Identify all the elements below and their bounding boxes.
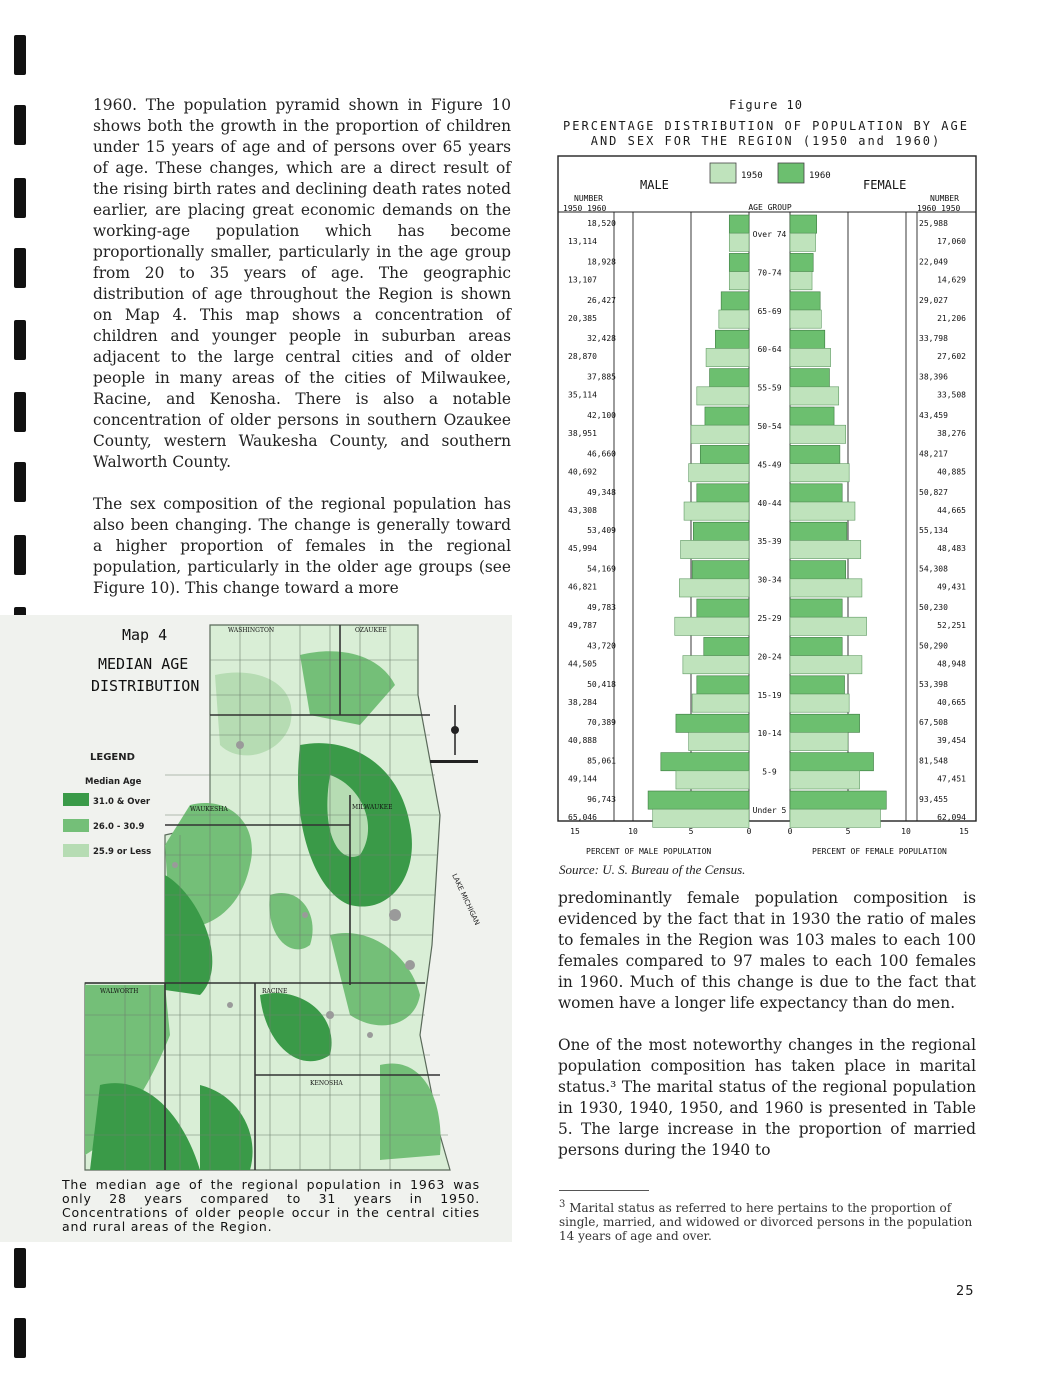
lake-label: LAKE MICHIGAN bbox=[450, 872, 482, 927]
male-number-1960: 46,660 bbox=[587, 449, 616, 459]
bar-male-1950 bbox=[692, 694, 749, 712]
bar-male-1950 bbox=[683, 656, 749, 674]
female-number-1960: 22,049 bbox=[919, 257, 948, 267]
female-number-1950: 33,508 bbox=[937, 390, 966, 400]
female-number-1960: 50,290 bbox=[919, 641, 948, 651]
male-number-1960: 96,743 bbox=[587, 795, 616, 804]
years-header-right: 1960 1950 bbox=[917, 204, 961, 213]
female-number-1950: 47,451 bbox=[937, 774, 966, 784]
bar-female-1960 bbox=[790, 253, 813, 271]
bar-female-1960 bbox=[790, 407, 834, 425]
bar-male-1960 bbox=[721, 292, 749, 310]
bar-female-1960 bbox=[790, 561, 846, 579]
binder-hole bbox=[14, 462, 26, 502]
female-number-1960: 43,459 bbox=[919, 411, 948, 420]
female-number-1950: 48,483 bbox=[937, 544, 966, 554]
bar-male-1960 bbox=[693, 522, 749, 540]
bar-male-1960 bbox=[729, 215, 749, 233]
county-label: MILWAUKEE bbox=[352, 804, 393, 811]
bar-female-1960 bbox=[790, 676, 845, 694]
bar-male-1960 bbox=[697, 599, 749, 617]
female-number-1960: 50,230 bbox=[919, 603, 948, 612]
age-group-label: 55-59 bbox=[757, 383, 782, 393]
legend-label: 31.0 & Over bbox=[93, 797, 151, 807]
right-text-column bbox=[558, 888, 976, 1161]
bar-male-1960 bbox=[729, 253, 749, 271]
male-number-1960: 37,885 bbox=[587, 372, 616, 382]
map-4-panel bbox=[0, 615, 512, 1242]
binder-hole bbox=[14, 178, 26, 218]
female-number-1960: 93,455 bbox=[919, 795, 948, 804]
bar-male-1950 bbox=[679, 579, 749, 597]
chart-frame bbox=[558, 156, 976, 821]
bar-female-1950 bbox=[790, 771, 860, 789]
body-paragraph: predominantly female population composition is evidenced by the fact that in 1930 the ratio of males to females in the Region was 103 males to each 100 females compared to 97 males to each 100 females in 1960. Much of this change is due to the fact that women have a longer life expectancy than do men. bbox=[558, 889, 976, 1012]
bar-male-1960 bbox=[710, 369, 749, 387]
map-title: Map 4 bbox=[122, 626, 168, 644]
number-header-right: NUMBER bbox=[930, 194, 959, 203]
male-number-1960: 42,100 bbox=[587, 411, 616, 420]
figure-label: Figure 10 bbox=[728, 98, 804, 112]
bar-male-1950 bbox=[684, 502, 749, 520]
x-tick-label: 10 bbox=[901, 827, 911, 836]
bar-female-1950 bbox=[790, 310, 821, 328]
bar-male-1950 bbox=[681, 540, 749, 558]
left-text-column bbox=[93, 95, 511, 599]
male-number-1950: 45,994 bbox=[568, 544, 597, 554]
county-label: OZAUKEE bbox=[355, 627, 387, 634]
female-number-1960: 38,396 bbox=[919, 372, 948, 382]
legend-label-1950: 1950 bbox=[741, 171, 763, 181]
bar-male-1960 bbox=[705, 407, 749, 425]
female-number-1950: 48,948 bbox=[937, 659, 966, 669]
male-number-1960: 49,348 bbox=[587, 487, 616, 497]
bar-female-1960 bbox=[790, 292, 820, 310]
age-group-header: AGE GROUP bbox=[748, 203, 792, 212]
bar-female-1960 bbox=[790, 522, 847, 540]
age-group-label: 60-64 bbox=[757, 345, 782, 355]
population-pyramid-chart bbox=[552, 150, 982, 862]
bar-male-1950 bbox=[676, 771, 749, 789]
bar-male-1950 bbox=[719, 310, 749, 328]
age-group-label: 50-54 bbox=[757, 422, 782, 431]
bar-male-1950 bbox=[689, 464, 749, 482]
binder-hole bbox=[14, 320, 26, 360]
age-group-label: 5-9 bbox=[762, 767, 777, 777]
figure-source: Source: U. S. Bureau of the Census. bbox=[559, 862, 746, 877]
male-number-1950: 40,692 bbox=[568, 467, 597, 477]
number-header-left: NUMBER bbox=[574, 194, 603, 203]
female-number-1960: 55,134 bbox=[919, 526, 948, 536]
bar-female-1960 bbox=[790, 445, 840, 463]
male-number-1950: 49,144 bbox=[568, 774, 597, 784]
bar-male-1950 bbox=[689, 732, 749, 750]
male-number-1960: 18,520 bbox=[587, 219, 616, 228]
male-number-1960: 53,409 bbox=[587, 526, 616, 536]
years-header-left: 1950 1960 bbox=[563, 204, 607, 213]
age-group-label: 35-39 bbox=[757, 537, 782, 547]
body-paragraph: One of the most noteworthy changes in the regional population composition has taken place in marital status.³ The marital status of the regional population in 1930, 1940, 1950, and 1960 is presented in Table 5. The large increase in the proportion of married persons during the 1940 to bbox=[558, 1036, 976, 1159]
figure-title-line: PERCENTAGE DISTRIBUTION OF POPULATION BY AGE bbox=[563, 119, 969, 133]
binder-hole bbox=[14, 392, 26, 432]
legend-subtitle: Median Age bbox=[85, 777, 142, 787]
male-number-1950: 38,284 bbox=[568, 697, 597, 707]
male-number-1960: 50,418 bbox=[587, 679, 616, 689]
bar-female-1950 bbox=[790, 617, 867, 635]
female-number-1950: 14,629 bbox=[937, 275, 966, 285]
bar-female-1960 bbox=[790, 484, 842, 502]
x-tick-label: 5 bbox=[688, 827, 694, 836]
female-number-1950: 17,060 bbox=[937, 237, 966, 246]
bar-female-1950 bbox=[790, 540, 861, 558]
bar-female-1950 bbox=[790, 732, 848, 750]
male-number-1950: 28,870 bbox=[568, 352, 597, 362]
legend-label-1960: 1960 bbox=[809, 171, 831, 181]
body-paragraph: The sex composition of the regional population has also been changing. The change is generally toward a higher proportion of females in the regional population, particularly in the older age groups (see Figure 10). This change toward a more bbox=[93, 495, 511, 597]
bar-female-1960 bbox=[790, 714, 860, 732]
footnote-text: Marital status as referred to here pertains to the proportion of single, married, and widowed or divorced persons in the population 14 years of age and over. bbox=[559, 1201, 973, 1243]
age-group-label: 45-49 bbox=[757, 460, 782, 470]
binder-hole bbox=[14, 535, 26, 575]
binder-hole bbox=[14, 248, 26, 288]
age-group-label: 15-19 bbox=[757, 690, 782, 700]
bar-male-1950 bbox=[697, 387, 749, 405]
binder-hole bbox=[14, 1318, 26, 1358]
x-tick-label: 15 bbox=[959, 827, 969, 836]
male-number-1960: 43,720 bbox=[587, 641, 616, 651]
bar-female-1950 bbox=[790, 694, 849, 712]
female-number-1960: 67,508 bbox=[919, 718, 948, 728]
x-tick-label: 15 bbox=[570, 827, 580, 836]
bar-female-1950 bbox=[790, 348, 831, 366]
page-number: 25 bbox=[956, 1284, 975, 1299]
female-header: FEMALE bbox=[863, 178, 907, 192]
bar-female-1960 bbox=[790, 637, 842, 655]
figure-title-line: AND SEX FOR THE REGION (1950 and 1960) bbox=[590, 134, 942, 148]
bar-male-1960 bbox=[715, 330, 749, 348]
bar-male-1960 bbox=[661, 753, 749, 771]
median-age-map bbox=[0, 615, 512, 1242]
bar-female-1950 bbox=[790, 272, 812, 290]
bar-female-1950 bbox=[790, 464, 849, 482]
male-number-1960: 32,428 bbox=[587, 334, 616, 344]
male-number-1950: 35,114 bbox=[568, 390, 597, 400]
legend-swatch-low bbox=[63, 844, 89, 857]
age-group-label: 70-74 bbox=[757, 268, 782, 278]
age-group-label: 40-44 bbox=[757, 498, 782, 508]
figure-title bbox=[560, 119, 972, 149]
bar-female-1960 bbox=[790, 753, 874, 771]
female-number-1950: 44,665 bbox=[937, 505, 966, 515]
binder-hole bbox=[14, 1248, 26, 1288]
male-number-1960: 26,427 bbox=[587, 295, 616, 305]
female-number-1960: 50,827 bbox=[919, 487, 948, 497]
x-tick-label: 10 bbox=[628, 827, 638, 836]
female-number-1960: 29,027 bbox=[919, 295, 948, 305]
footnote-rule bbox=[559, 1190, 649, 1191]
male-number-1960: 49,783 bbox=[587, 603, 616, 612]
age-group-label: 30-34 bbox=[757, 575, 782, 585]
x-axis-label-male: PERCENT OF MALE POPULATION bbox=[586, 847, 712, 856]
county-label: RACINE bbox=[262, 988, 288, 995]
bar-male-1960 bbox=[676, 714, 749, 732]
male-number-1950: 49,787 bbox=[568, 621, 597, 630]
male-number-1950: 65,046 bbox=[568, 813, 597, 822]
bar-female-1960 bbox=[790, 369, 829, 387]
bar-male-1960 bbox=[692, 561, 749, 579]
age-group-label: Over 74 bbox=[752, 230, 787, 239]
bar-male-1960 bbox=[697, 676, 749, 694]
x-tick-label: 0 bbox=[787, 827, 793, 836]
bar-female-1950 bbox=[790, 502, 855, 520]
male-number-1950: 38,951 bbox=[568, 429, 597, 438]
female-number-1950: 27,602 bbox=[937, 352, 966, 362]
female-number-1960: 25,988 bbox=[919, 219, 948, 228]
legend-title: LEGEND bbox=[90, 752, 135, 763]
age-group-label: 20-24 bbox=[757, 652, 782, 662]
map-caption: The median age of the regional population in 1963 was only 28 years compared to 31 years in 1950. Concentrations of older people occur in the central cities and rural areas of the Region. bbox=[62, 1177, 480, 1234]
bar-male-1960 bbox=[697, 484, 749, 502]
bar-male-1950 bbox=[691, 425, 749, 443]
county-label: WASHINGTON bbox=[228, 627, 275, 634]
x-tick-label: 5 bbox=[845, 827, 851, 836]
legend-swatch-1960 bbox=[778, 163, 804, 183]
female-number-1950: 40,665 bbox=[937, 697, 966, 707]
female-number-1960: 53,398 bbox=[919, 679, 948, 689]
bar-female-1960 bbox=[790, 791, 886, 809]
female-number-1950: 52,251 bbox=[937, 621, 966, 630]
body-paragraph: 1960. The population pyramid shown in Figure 10 shows both the growth in the proportion of children under 15 years of age and of persons over 65 years of age. These changes, which are a direct result of the rising birth rates and declining death rates noted earlier, are placing great economic demands on the working-age population which has become proportionally smaller, particularly in the age group from 20 to 35 years of age. The geographic distribution of age throughout the Region is shown on Map 4. This map shows a concentration of children and younger people in suburban areas adjacent to the large central cities and of older people in many areas of the cities of Milwaukee, Racine, and Kenosha. There is also a notable concentration of older persons in southern Ozaukee County, western Waukesha County, and southern Walworth County. bbox=[93, 96, 511, 471]
age-group-label: 25-29 bbox=[757, 614, 782, 623]
age-group-label: Under 5 bbox=[752, 806, 787, 815]
bar-female-1950 bbox=[790, 387, 839, 405]
legend-swatch-high bbox=[63, 793, 89, 806]
binder-hole bbox=[14, 35, 26, 75]
female-number-1950: 38,276 bbox=[937, 429, 966, 438]
male-number-1960: 18,928 bbox=[587, 257, 616, 267]
female-number-1950: 49,431 bbox=[937, 582, 966, 592]
bar-male-1950 bbox=[729, 272, 749, 290]
county-label: KENOSHA bbox=[310, 1080, 343, 1087]
female-number-1960: 54,308 bbox=[919, 564, 948, 574]
legend-label: 25.9 or Less bbox=[93, 847, 152, 857]
north-arrow-icon bbox=[430, 705, 478, 763]
bar-male-1950 bbox=[675, 617, 749, 635]
age-group-label: 10-14 bbox=[757, 729, 782, 739]
male-number-1960: 70,389 bbox=[587, 718, 616, 728]
bar-male-1950 bbox=[653, 809, 749, 827]
male-number-1950: 13,114 bbox=[568, 237, 597, 246]
male-header: MALE bbox=[640, 178, 669, 192]
map-subtitle: MEDIAN AGE bbox=[98, 655, 189, 673]
male-number-1950: 13,107 bbox=[568, 275, 597, 285]
age-group-label: 65-69 bbox=[757, 306, 782, 316]
bar-male-1960 bbox=[648, 791, 749, 809]
female-number-1950: 40,885 bbox=[937, 467, 966, 477]
female-number-1950: 39,454 bbox=[937, 736, 966, 746]
legend-swatch-1950 bbox=[710, 163, 736, 183]
x-axis-ticks bbox=[570, 827, 969, 836]
male-number-1950: 40,888 bbox=[568, 736, 597, 746]
footnote-marker: 3 bbox=[559, 1199, 566, 1210]
female-number-1960: 81,548 bbox=[919, 756, 948, 766]
female-number-1960: 33,798 bbox=[919, 334, 948, 344]
bar-male-1960 bbox=[704, 637, 749, 655]
bar-male-1950 bbox=[706, 348, 749, 366]
bar-female-1950 bbox=[790, 656, 862, 674]
binder-hole bbox=[14, 105, 26, 145]
county-label: WALWORTH bbox=[100, 988, 139, 995]
legend-label: 26.0 - 30.9 bbox=[93, 822, 145, 832]
bar-female-1960 bbox=[790, 599, 842, 617]
bar-female-1950 bbox=[790, 233, 816, 251]
female-number-1950: 62,094 bbox=[937, 813, 966, 822]
male-number-1950: 43,308 bbox=[568, 505, 597, 515]
x-axis-label-female: PERCENT OF FEMALE POPULATION bbox=[812, 847, 947, 856]
female-number-1960: 48,217 bbox=[919, 449, 948, 459]
male-number-1950: 46,821 bbox=[568, 582, 597, 592]
male-number-1960: 85,061 bbox=[587, 756, 616, 766]
female-number-1950: 21,206 bbox=[937, 313, 966, 323]
legend-swatch-mid bbox=[63, 819, 89, 832]
bar-female-1950 bbox=[790, 425, 846, 443]
footnote bbox=[559, 1198, 977, 1243]
bar-female-1960 bbox=[790, 215, 817, 233]
male-number-1960: 54,169 bbox=[587, 564, 616, 574]
map-subtitle: DISTRIBUTION bbox=[91, 677, 200, 695]
bar-male-1960 bbox=[700, 445, 749, 463]
male-number-1950: 20,385 bbox=[568, 313, 597, 323]
x-tick-label: 0 bbox=[746, 827, 752, 836]
bar-female-1950 bbox=[790, 579, 862, 597]
county-label: WAUKESHA bbox=[190, 806, 228, 813]
male-number-1950: 44,505 bbox=[568, 659, 597, 669]
bar-male-1950 bbox=[729, 233, 749, 251]
bar-female-1960 bbox=[790, 330, 825, 348]
bar-female-1950 bbox=[790, 809, 880, 827]
